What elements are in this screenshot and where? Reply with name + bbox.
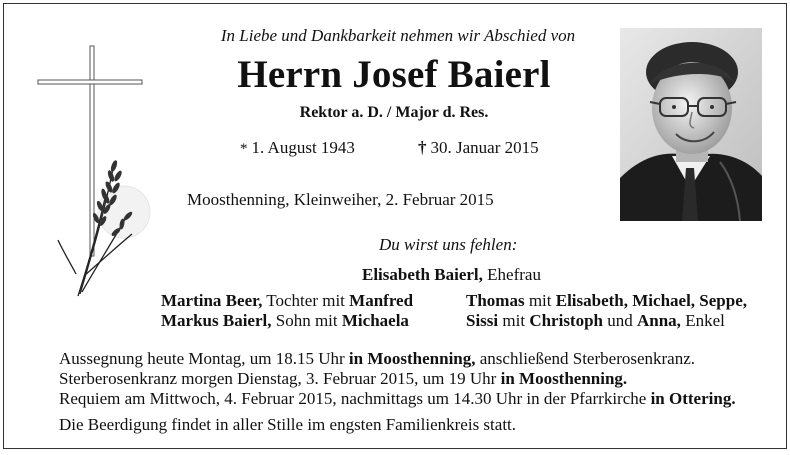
funeral-info-line — [59, 389, 736, 409]
funeral-text: Requiem am Mittwoch, 4. Februar 2015, nachmittags um 14.30 Uhr in der Pfarrkirche — [59, 389, 651, 408]
funeral-text: anschließend Sterberosenkranz. — [475, 349, 696, 368]
family-member-name: Elisabeth, Michael, Seppe, — [555, 291, 748, 310]
family-relation: mit — [498, 311, 530, 330]
family-member-name: Thomas — [466, 291, 525, 310]
family-relation: Sohn mit — [271, 311, 342, 330]
family-member-name: Christoph — [529, 311, 603, 330]
funeral-text: Sterberosenkranz morgen Dienstag, 3. Februar 2015, um 19 Uhr — [59, 369, 501, 388]
family-left-row — [161, 311, 409, 331]
funeral-location: in Moosthenning, — [348, 349, 476, 368]
funeral-text: Aussegnung heute Montag, um 18.15 Uhr — [59, 349, 349, 368]
death-date-text: 30. Januar 2015 — [430, 138, 539, 157]
family-relation: Tochter mit — [262, 291, 350, 310]
obituary-notice — [3, 3, 787, 449]
spouse-name: Elisabeth Baierl, — [362, 265, 483, 284]
family-left-row — [161, 291, 413, 311]
cross-with-wheat-icon — [32, 44, 172, 306]
birth-date — [240, 138, 355, 158]
portrait-photo — [620, 28, 762, 221]
spouse-relation: Ehefrau — [482, 265, 541, 284]
family-relation: Enkel — [680, 311, 725, 330]
funeral-location: in Moosthenning. — [500, 369, 628, 388]
family-relation: mit — [524, 291, 556, 310]
family-member-name: Anna, — [637, 311, 681, 330]
funeral-info-line — [59, 369, 627, 389]
closing-line: Die Beerdigung findet in aller Stille im engsten Familienkreis statt. — [59, 415, 517, 434]
family-member-name: Manfred — [349, 291, 414, 310]
funeral-location: in Ottering. — [650, 389, 736, 408]
family-right-row — [466, 311, 725, 331]
family-member-name: Markus Baierl, — [161, 311, 272, 330]
family-member-name: Martina Beer, — [161, 291, 263, 310]
birth-star-icon: * — [240, 141, 248, 157]
family-member-name: Michaela — [341, 311, 409, 330]
spouse-line — [362, 265, 541, 285]
family-right-row — [466, 291, 747, 311]
intro-line: In Liebe und Dankbarkeit nehmen wir Abschied von — [220, 26, 576, 45]
funeral-info-line — [59, 349, 695, 369]
deceased-name: Herrn Josef Baierl — [237, 53, 551, 96]
miss-you-line: Du wirst uns fehlen: — [379, 235, 518, 254]
family-relation: und — [603, 311, 637, 330]
family-member-name: Sissi — [466, 311, 499, 330]
death-date — [418, 138, 539, 158]
place-and-date: Moosthenning, Kleinweiher, 2. Februar 2015 — [187, 190, 494, 209]
death-cross-icon: † — [418, 138, 427, 157]
deceased-title: Rektor a. D. / Major d. Res. — [299, 104, 489, 121]
birth-date-text: 1. August 1943 — [251, 138, 355, 157]
